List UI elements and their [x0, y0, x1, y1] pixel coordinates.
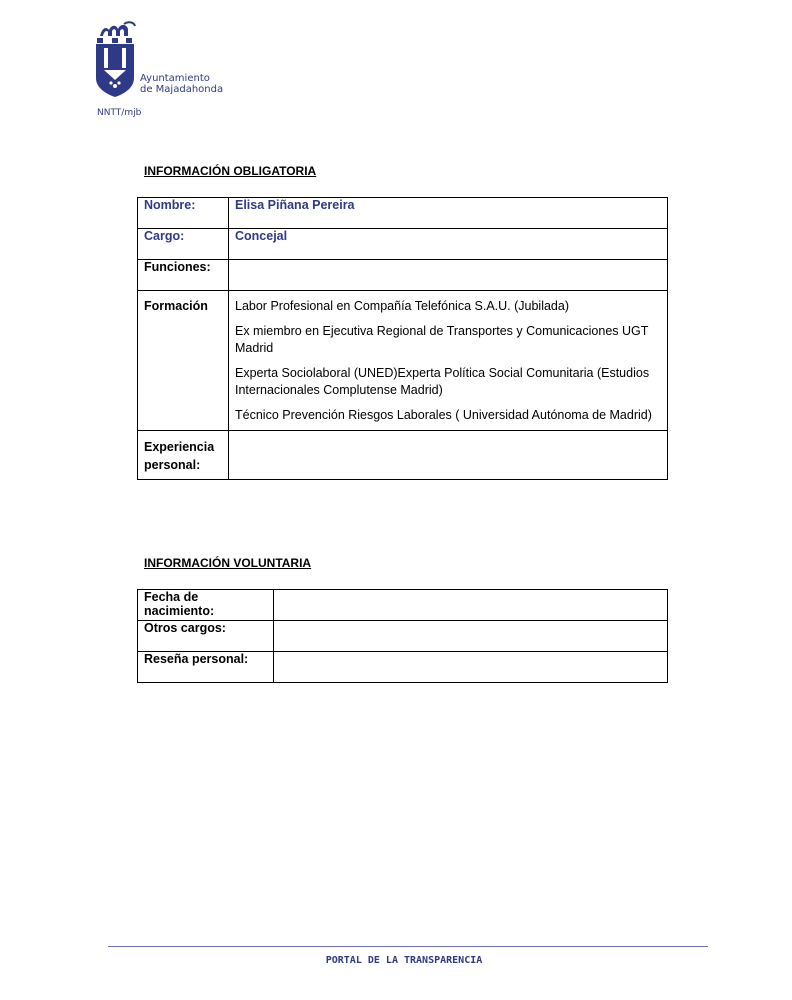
row-experiencia: [138, 431, 668, 480]
cargo-value: Concejal: [229, 229, 668, 260]
footer-portal-title: PORTAL DE LA TRANSPARENCIA: [325, 955, 483, 966]
fecha-nacimiento-value: [274, 590, 668, 621]
row-formacion: [138, 291, 668, 431]
funciones-value: [229, 260, 668, 291]
nombre-value: Elisa Piñana Pereira: [229, 198, 668, 229]
formacion-label: Formación: [138, 291, 229, 431]
document-reference: NNTT/mjb: [97, 108, 142, 118]
formacion-item: Labor Profesional en Compañía Telefónica S.A.U. (Jubilada): [235, 299, 569, 313]
footer-divider: [108, 946, 708, 947]
logo-line-2: de Majadahonda: [140, 84, 224, 95]
row-cargo: [138, 229, 668, 260]
formacion-item: Técnico Prevención Riesgos Laborales ( Universidad Autónoma de Madrid): [235, 408, 652, 422]
logo-caption: [140, 73, 223, 95]
municipal-logo: [94, 20, 234, 100]
formacion-item: Experta Sociolaboral (UNED)Experta Política Social Comunitaria (Estudios Internacionales Complutense Madrid): [235, 366, 650, 397]
fecha-nacimiento-label: Fecha de nacimiento:: [138, 590, 274, 621]
table-obligatoria: [137, 197, 668, 480]
coat-of-arms-icon: [94, 20, 138, 100]
otros-cargos-value: [274, 621, 668, 652]
resena-personal-label: Reseña personal:: [138, 652, 274, 683]
experiencia-value: [229, 431, 668, 480]
nombre-label: Nombre:: [138, 198, 229, 229]
formacion-value: [229, 291, 668, 431]
funciones-label: Funciones:: [138, 260, 229, 291]
section-title-voluntaria: INFORMACIÓN VOLUNTARIA: [144, 556, 312, 570]
formacion-item: Ex miembro en Ejecutiva Regional de Transportes y Comunicaciones UGT Madrid: [235, 324, 649, 355]
experiencia-label: Experiencia personal:: [138, 431, 229, 480]
resena-personal-value: [274, 652, 668, 683]
row-resena-personal: [138, 652, 668, 683]
row-funciones: [138, 260, 668, 291]
row-nombre: [138, 198, 668, 229]
logo-line-1: Ayuntamiento: [140, 73, 210, 84]
table-voluntaria: [137, 589, 668, 683]
otros-cargos-label: Otros cargos:: [138, 621, 274, 652]
row-fecha-nacimiento: [138, 590, 668, 621]
cargo-label: Cargo:: [138, 229, 229, 260]
section-title-obligatoria: INFORMACIÓN OBLIGATORIA: [144, 164, 317, 178]
row-otros-cargos: [138, 621, 668, 652]
